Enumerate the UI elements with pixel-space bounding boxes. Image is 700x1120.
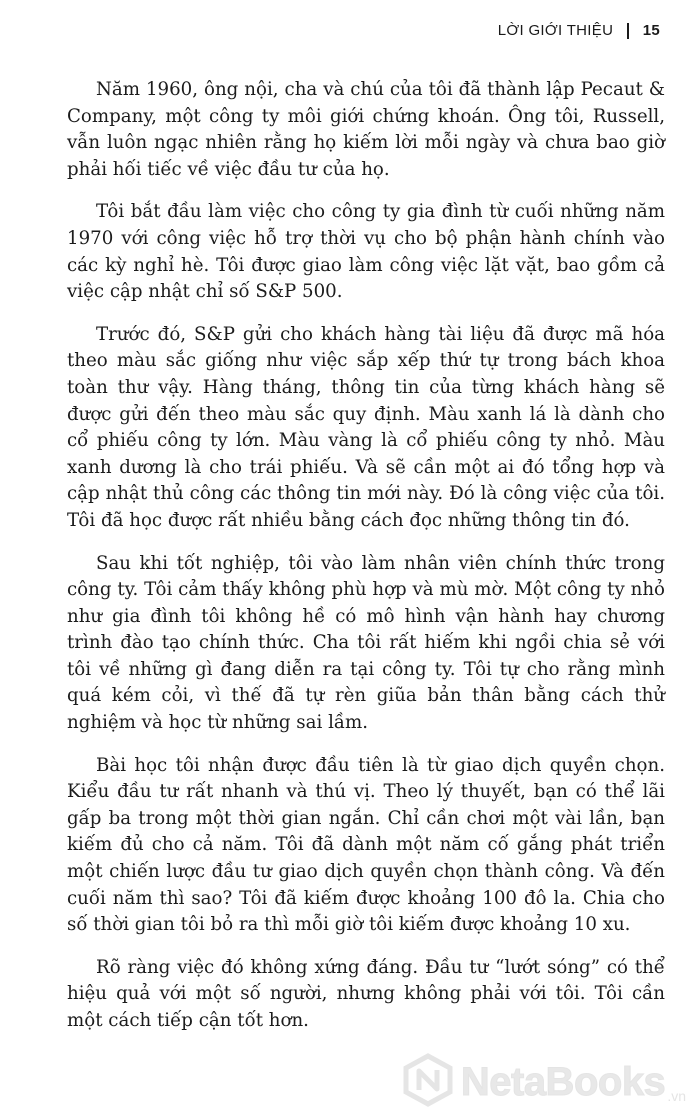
watermark-brand: NetaBooks: [460, 1060, 666, 1104]
paragraph: Rõ ràng việc đó không xứng đáng. Đầu tư “lướt sóng” có thể hiệu quả với một số người, nhưng không phải với tôi. Tôi cần một cách tiếp cận tốt hơn.: [67, 956, 665, 1031]
paragraph: Sau khi tốt nghiệp, tôi vào làm nhân viên chính thức trong công ty. Tôi cảm thấy không phù hợp và mù mờ. Một công ty nhỏ như gia đình tôi không hề có mô hình vận hành hay chương trình đào tạo chính thức. Cha tôi rất hiếm khi ngồi chia sẻ với tôi về những gì đang diễn ra tại công ty. Tôi tự cho rằng mình quá kém cỏi, vì thế đã tự rèn giũa bản thân bằng cách thử nghiệm và học từ những sai lầm.: [67, 552, 665, 734]
paragraph: Bài học tôi nhận được đầu tiên là từ giao dịch quyền chọn. Kiểu đầu tư rất nhanh và thú vị. Theo lý thuyết, bạn có thể lãi gấp ba trong một thời gian ngắn. Chỉ cần chơi một vài lần, bạn kiếm đủ cho cả năm. Tôi đã dành một năm cố gắng phát triển một chiến lược đầu tư giao dịch quyền chọn thành công. Và đến cuối năm thì sao? Tôi đã kiếm được khoảng 100 đô la. Chia cho số thời gian tôi bỏ ra thì mỗi giờ tôi kiếm được khoảng 10 xu.: [67, 754, 665, 936]
watermark: [401, 1053, 686, 1112]
chapter-title: LỜI GIỚI THIỆU: [497, 22, 614, 39]
running-header: [498, 22, 660, 39]
paragraph: Tôi bắt đầu làm việc cho công ty gia đình từ cuối những năm 1970 với công việc hỗ trợ thời vụ cho bộ phận hành chính vào các kỳ nghỉ hè. Tôi được giao làm công việc lặt vặt, bao gồm cả việc cập nhật chỉ số S&P 500.: [67, 201, 665, 303]
body-text: [67, 77, 665, 1051]
header-separator: [627, 23, 629, 39]
page-number: 15: [642, 22, 660, 39]
paragraph: Năm 1960, ông nội, cha và chú của tôi đã thành lập Pecaut & Company, một công ty môi giới chứng khoán. Ông tôi, Russell, vẫn luôn ngạc nhiên rằng họ kiếm lời mỗi ngày và chưa bao giờ phải hối tiếc về việc đầu tư của họ.: [67, 79, 665, 180]
watermark-suffix: .vn: [667, 1088, 686, 1104]
paragraph: Trước đó, S&P gửi cho khách hàng tài liệu đã được mã hóa theo màu sắc giống như việc sắp xếp thứ tự trong bách khoa toàn thư vậy. Hàng tháng, thông tin của từng khách hàng sẽ được gửi đến theo màu sắc quy định. Màu xanh lá là dành cho cổ phiếu công ty lớn. Màu vàng là cổ phiếu công ty nhỏ. Màu xanh dương là cho trái phiếu. Và sẽ cần một ai đó tổng hợp và cập nhật thủ công các thông tin mới này. Đó là công việc của tôi. Tôi đã học được rất nhiều bằng cách đọc những thông tin đó.: [67, 323, 665, 531]
netabooks-logo-icon: [401, 1053, 455, 1112]
